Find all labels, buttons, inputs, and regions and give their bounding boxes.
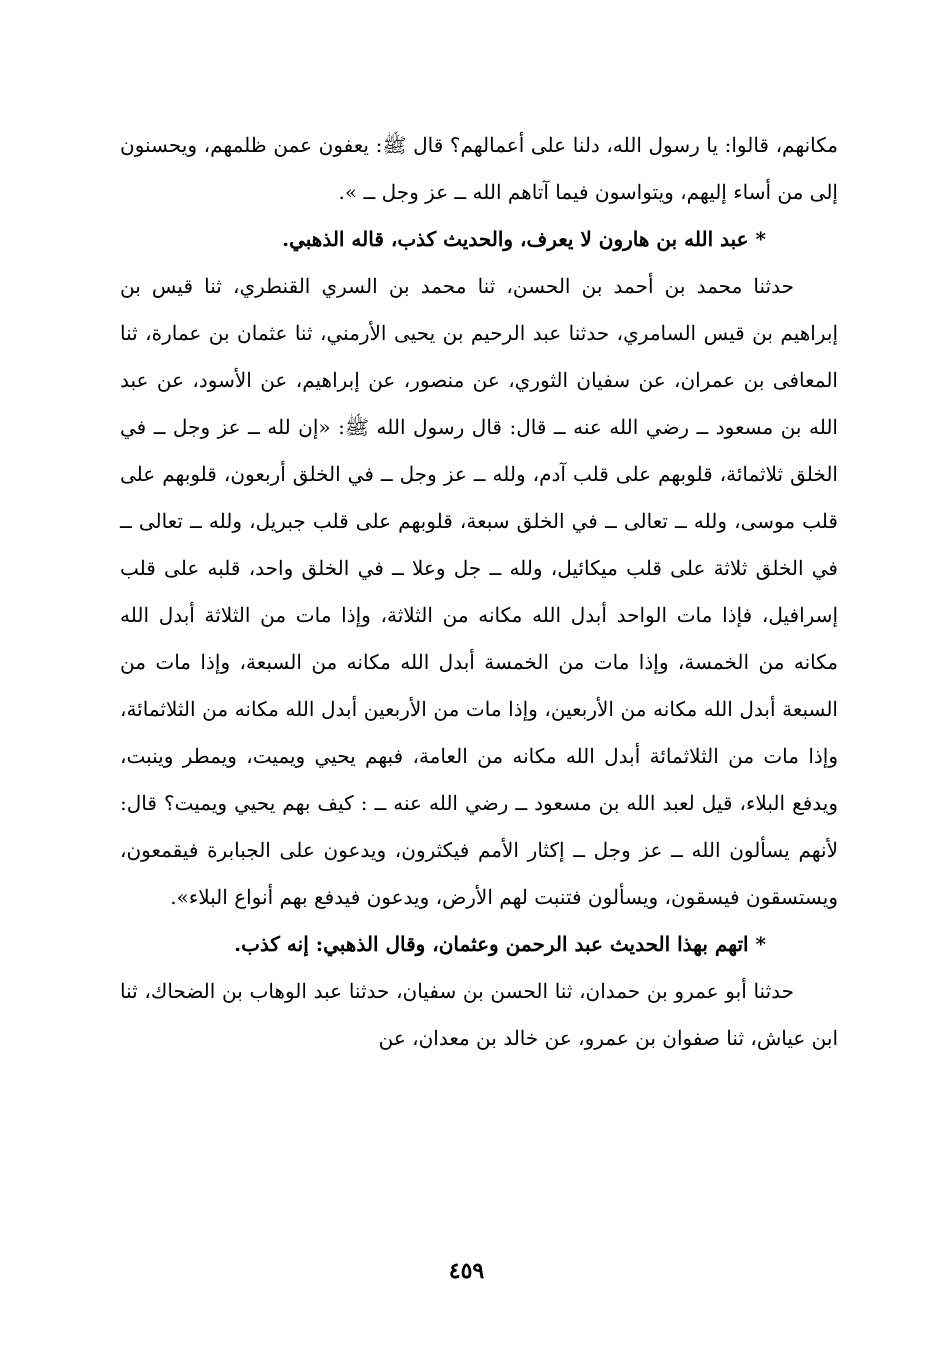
page-number: ٤٥٩ (448, 1258, 485, 1284)
paragraph-note: * عبد الله بن هارون لا يعرف، والحديث كذب، قاله الذهبي. (282, 227, 766, 251)
paragraph-hadith-continuation: مكانهم، قالوا: يا رسول الله، دلنا على أعمالهم؟ قال ﷺ: يعفون عمن ظلمهم، ويحسنون إلى من أساء إليهم، ويتواسون فيما آتاهم الله ــ عز وجل ــ ». (120, 133, 838, 204)
paragraph-hadith: حدثنا أبو عمرو بن حمدان، ثنا الحسن بن سفيان، حدثنا عبد الوهاب بن الضحاك، ثنا ابن عياش، ثنا صفوان بن عمرو، عن خالد بن معدان، عن (120, 979, 838, 1050)
paragraph-note: * اتهم بهذا الحديث عبد الرحمن وعثمان، وقال الذهبي: إنه كذب. (234, 932, 766, 956)
paragraph-hadith: حدثنا محمد بن أحمد بن الحسن، ثنا محمد بن السري القنطري، ثنا قيس بن إبراهيم بن قيس السامري، حدثنا عبد الرحيم بن يحيى الأرمني، ثنا عثمان بن عمارة، ثنا المعافى بن عمران، عن سفيان الثوري، عن منصور، عن إبراهيم، عن الأسود، عن عبد الله بن مسعود ــ رضي الله عنه ــ قال: قال رسول الله ﷺ: «إن لله ــ عز وجل ــ في الخلق ثلاثمائة، قلوبهم على قلب آدم، ولله ــ عز وجل ــ في الخلق أربعون، قلوبهم على قلب موسى، ولله ــ تعالى ــ في الخلق سبعة، قلوبهم على قلب جبريل، ولله ــ تعالى ــ في الخلق ثلاثة على قلب ميكائيل، ولله ــ جل وعلا ــ في الخلق واحد، قلبه على قلب إسرافيل، فإذا مات الواحد أبدل الله مكانه من الثلاثة، وإذا مات من الثلاثة أبدل الله مكانه من الخمسة، وإذا مات من الخمسة أبدل الله مكانه من السبعة، وإذا مات من السبعة أبدل الله مكانه من الأربعين، وإذا مات من الأربعين أبدل الله مكانه من الثلاثمائة، وإذا مات من الثلاثمائة أبدل الله مكانه من العامة، فبهم يحيي ويميت، ويمطر وينبت، ويدفع البلاء، قيل لعبد الله بن مسعود ــ رضي الله عنه ــ : كيف بهم يحيي ويميت؟ قال: لأنهم يسألون الله ــ عز وجل ــ إكثار الأمم فيكثرون، ويدعون على الجبابرة فيقمعون، ويستسقون فيسقون، ويسألون فتنبت لهم الأرض، ويدعون فيدفع بهم أنواع البلاء». (120, 274, 838, 909)
body-text (120, 122, 838, 1062)
